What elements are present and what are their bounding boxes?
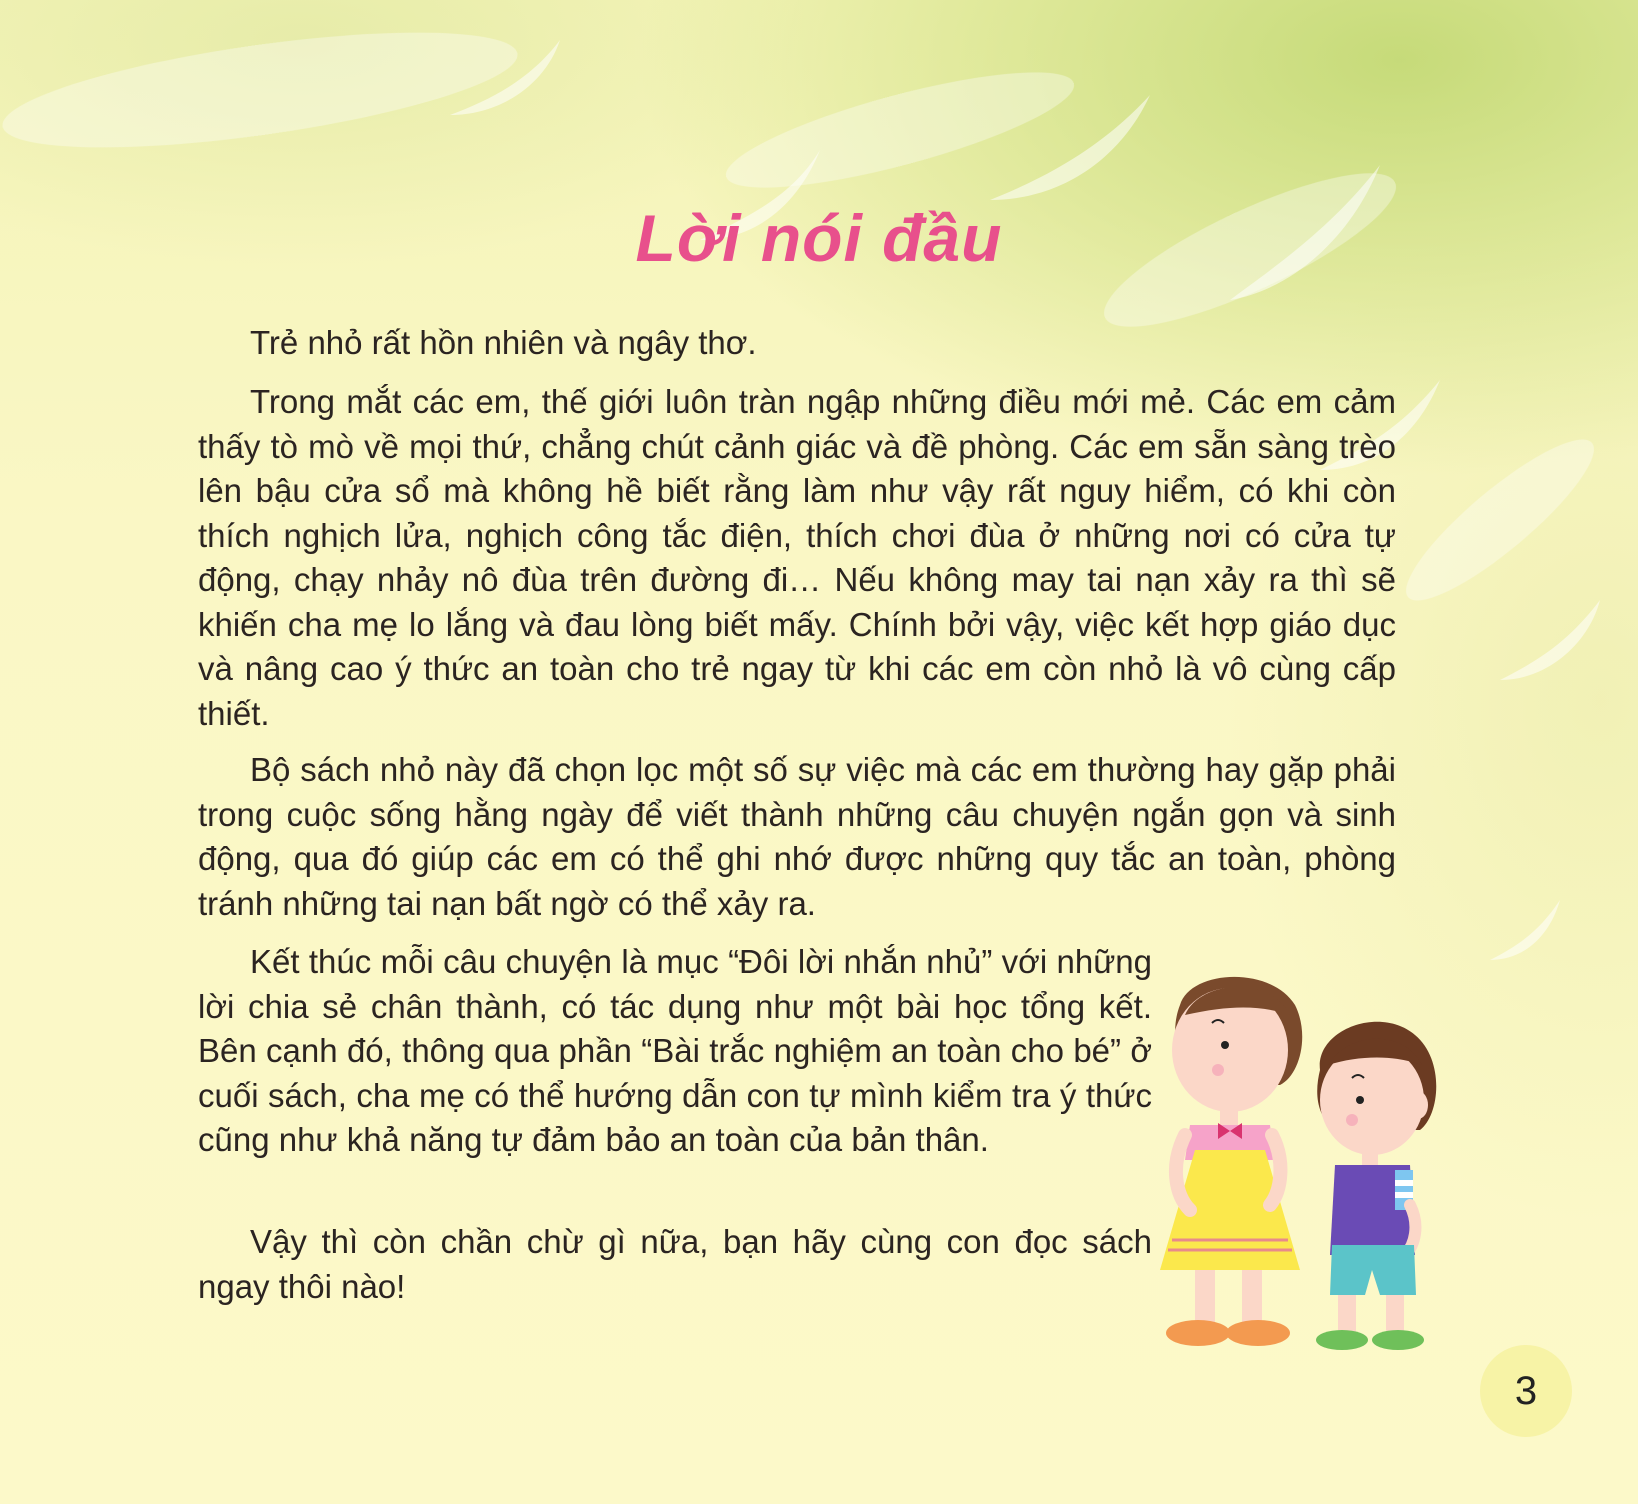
paragraph-4: Kết thúc mỗi câu chuyện là mục “Đôi lời nhắn nhủ” với những lời chia sẻ chân thành, có tác dụng như một bài học tổng kết. Bên cạnh đó, thông qua phần “Bài trắc nghiệm an toàn cho bé” ở cuối sách, cha mẹ có thể hướng dẫn con tự mình kiểm tra ý thức cũng như khả năng tự đảm bảo an toàn của bản thân.: [198, 943, 1152, 1158]
page-number-badge: 3: [1480, 1345, 1572, 1437]
boy-figure: [1316, 1022, 1436, 1350]
girl-figure: [1160, 977, 1302, 1346]
two-children-illustration: [1160, 975, 1500, 1375]
paragraph-5: Vậy thì còn chần chừ gì nữa, bạn hãy cùng con đọc sách ngay thôi nào!: [198, 1223, 1152, 1305]
paragraph-2: Trong mắt các em, thế giới luôn tràn ngập những điều mới mẻ. Các em cảm thấy tò mò về mọi thứ, chẳng chút cảnh giác và đề phòng. Các em sẵn sàng trèo lên bậu cửa sổ mà không hề biết rằng làm như vậy rất nguy hiểm, có khi còn thích nghịch lửa, nghịch công tắc điện, thích chơi đùa ở những nơi có cửa tự động, chạy nhảy nô đùa trên đường đi… Nếu không may tai nạn xảy ra thì sẽ khiến cha mẹ lo lắng và đau lòng biết mấy. Chính bởi vậy, việc kết hợp giáo dục và nâng cao ý thức an toàn cho trẻ ngay từ khi các em còn nhỏ là vô cùng cấp thiết.: [198, 383, 1396, 732]
page-title: Lời nói đầu: [635, 201, 1003, 275]
paragraph-1: Trẻ nhỏ rất hồn nhiên và ngây thơ.: [250, 324, 757, 361]
paragraph-3: Bộ sách nhỏ này đã chọn lọc một số sự việc mà các em thường hay gặp phải trong cuộc sống hằng ngày để viết thành những câu chuyện ngắn gọn và sinh động, qua đó giúp các em có thể ghi nhớ được những quy tắc an toàn, phòng tránh những tai nạn bất ngờ có thể xảy ra.: [198, 751, 1396, 922]
